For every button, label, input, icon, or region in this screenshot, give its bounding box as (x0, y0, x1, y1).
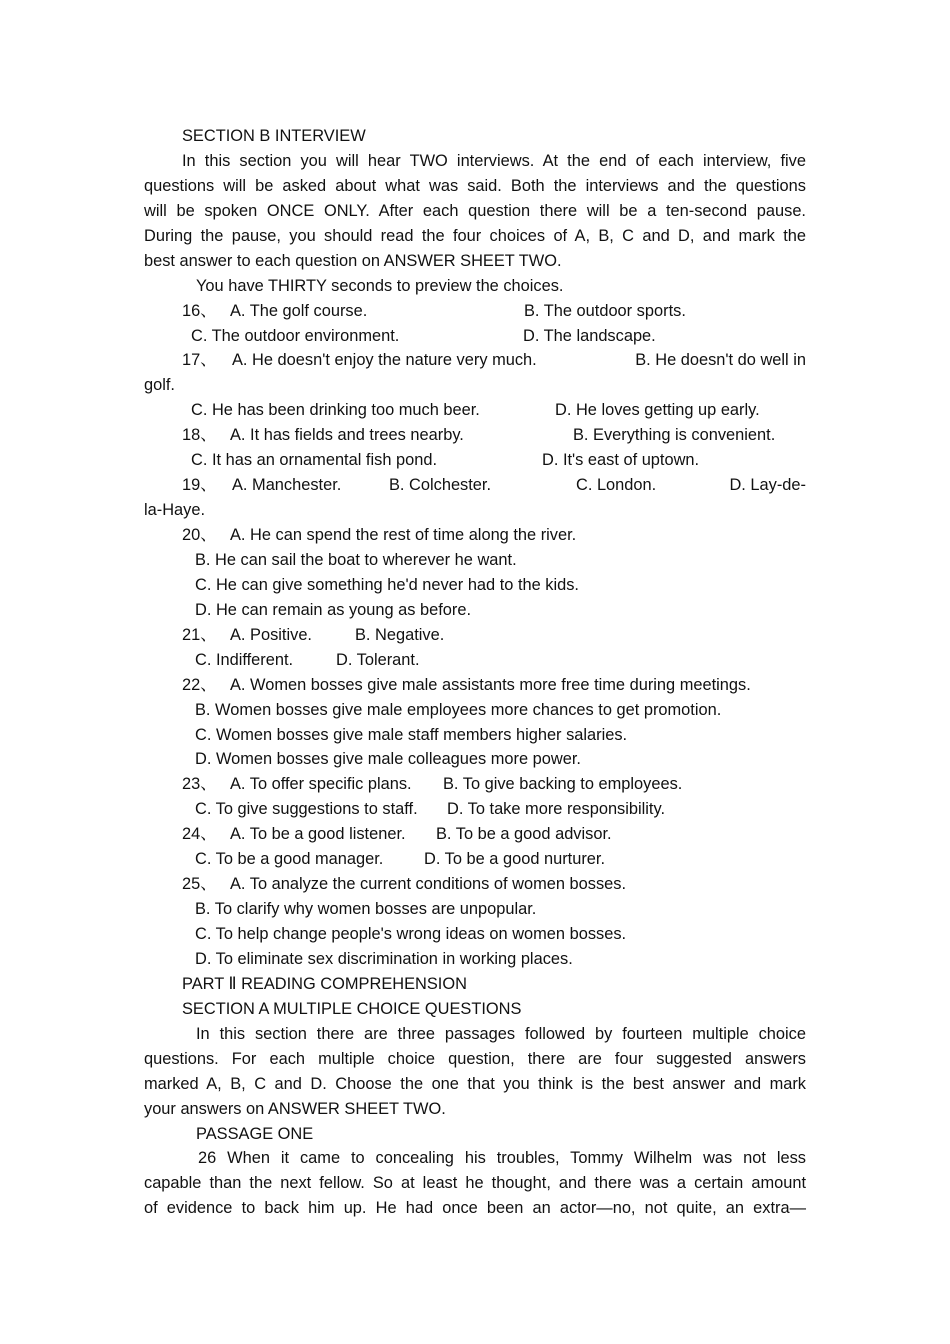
option-c: C. It has an ornamental fish pond. (191, 451, 438, 470)
option-a: A. The golf course. (230, 301, 368, 320)
option-d: D. Lay-de- (729, 476, 806, 495)
option-a: A. To be a good listener. (230, 825, 406, 844)
question-22-row-1 (144, 673, 806, 698)
part-2-instructions-line-4: your answers on ANSWER SHEET TWO. (144, 1099, 446, 1118)
part-2-instructions-line-1: In this section there are three passages followed by fourteen multiple choice (196, 1024, 806, 1043)
section-b-instructions-line-5: best answer to each question on ANSWER SHEET TWO. (144, 251, 562, 270)
question-25-row-1 (144, 872, 806, 897)
question-24-row-1 (144, 822, 806, 847)
option-c: C. To give suggestions to staff. (195, 800, 418, 819)
question-20-row-1 (144, 523, 806, 548)
question-number: 21、 (182, 625, 217, 644)
question-19-row-1 (144, 473, 806, 498)
section-b-instructions-line-1: In this section you will hear TWO interviews. At the end of each interview, five (182, 151, 806, 170)
question-number: 24、 (182, 825, 217, 844)
section-b-instructions-line-2: questions will be asked about what was said. Both the interviews and the questions (144, 176, 806, 195)
question-17-row-2 (144, 398, 806, 423)
option-a: A. To offer specific plans. (230, 775, 412, 794)
option-d: D. The landscape. (523, 326, 656, 345)
option-b: B. To give backing to employees. (443, 775, 683, 794)
part-2-instructions-line-2: questions. For each multiple choice question, there are four suggested answers (144, 1049, 806, 1068)
preview-note: You have THIRTY seconds to preview the choices. (196, 276, 564, 295)
option-b: B. He doesn't do well in (635, 351, 806, 370)
option-d: D. To take more responsibility. (447, 800, 666, 819)
option-c: C. To be a good manager. (195, 850, 384, 869)
option-d: D. Tolerant. (336, 650, 420, 669)
question-20-option-d: D. He can remain as young as before. (195, 600, 472, 619)
question-20-option-c: C. He can give something he'd never had to the kids. (195, 575, 579, 594)
option-d: D. To be a good nurturer. (424, 850, 606, 869)
option-b: B. Everything is convenient. (573, 426, 776, 445)
question-number: 25、 (182, 875, 217, 894)
option-c: C. London. (576, 476, 657, 495)
question-number: 17、 (182, 351, 217, 370)
question-19-wrap: la-Haye. (144, 501, 206, 520)
question-17-row-1 (144, 348, 806, 373)
question-number: 22、 (182, 675, 217, 694)
question-25-option-b: B. To clarify why women bosses are unpopular. (195, 900, 537, 919)
question-number: 18、 (182, 426, 217, 445)
option-a: A. It has fields and trees nearby. (230, 426, 464, 445)
question-24-row-2 (144, 847, 806, 872)
option-a: A. He doesn't enjoy the nature very much. (232, 351, 537, 370)
question-17-wrap: golf. (144, 376, 175, 395)
option-d: D. It's east of uptown. (542, 451, 700, 470)
passage-line-2: capable than the next fellow. So at least he thought, and there was a certain amount (144, 1174, 806, 1193)
passage-title: PASSAGE ONE (196, 1124, 314, 1143)
option-c: C. He has been drinking too much beer. (191, 401, 480, 420)
question-22-option-c: C. Women bosses give male staff members higher salaries. (195, 725, 628, 744)
option-c: C. The outdoor environment. (191, 326, 400, 345)
part-2-instructions-line-3: marked A, B, C and D. Choose the one that you think is the best answer and mark (144, 1074, 806, 1093)
option-a: A. Positive. (230, 625, 312, 644)
option-c: C. Indifferent. (195, 650, 294, 669)
question-18-row-1 (144, 423, 806, 448)
option-b: B. The outdoor sports. (524, 301, 686, 320)
question-23-row-2 (144, 797, 806, 822)
question-16-row-2 (144, 324, 806, 349)
section-b-instructions-line-3: will be spoken ONCE ONLY. After each question there will be a ten-second pause. (144, 201, 806, 220)
question-number: 23、 (182, 775, 217, 794)
question-20-option-b: B. He can sail the boat to wherever he want. (195, 550, 517, 569)
option-d: D. He loves getting up early. (555, 401, 760, 420)
passage-line-3: of evidence to back him up. He had once been an actor—no, not quite, an extra— (144, 1199, 806, 1218)
option-b: B. Colchester. (389, 476, 492, 495)
option-b: B. Negative. (355, 625, 445, 644)
part-2-heading: PART Ⅱ READING COMPREHENSION (182, 974, 467, 993)
question-number: 20、 (182, 526, 217, 544)
option-b: B. To be a good advisor. (436, 825, 612, 844)
option-a: A. He can spend the rest of time along the river. (230, 526, 577, 544)
option-a: A. Manchester. (232, 476, 342, 495)
question-number: 19、 (182, 476, 217, 495)
question-22-option-d: D. Women bosses give male colleagues more power. (195, 750, 581, 769)
section-a-heading: SECTION A MULTIPLE CHOICE QUESTIONS (182, 999, 522, 1018)
section-b-instructions-line-4: During the pause, you should read the four choices of A, B, C and D, and mark the (144, 226, 806, 245)
question-number: 16、 (182, 301, 217, 320)
question-18-row-2 (144, 448, 806, 473)
question-25-option-d: D. To eliminate sex discrimination in working places. (195, 949, 573, 968)
question-23-row-1 (144, 772, 806, 797)
document-page (144, 124, 806, 1221)
question-16-row-1 (144, 299, 806, 324)
option-a: A. Women bosses give male assistants more free time during meetings. (230, 675, 751, 694)
option-a: A. To analyze the current conditions of women bosses. (230, 875, 627, 894)
question-21-row-1 (144, 623, 806, 648)
passage-line-1: 26 When it came to concealing his troubles, Tommy Wilhelm was not less (198, 1149, 806, 1168)
question-21-row-2 (144, 648, 806, 673)
section-b-heading: SECTION B INTERVIEW (182, 127, 366, 145)
question-25-option-c: C. To help change people's wrong ideas on women bosses. (195, 925, 627, 943)
question-22-option-b: B. Women bosses give male employees more chances to get promotion. (195, 700, 722, 719)
